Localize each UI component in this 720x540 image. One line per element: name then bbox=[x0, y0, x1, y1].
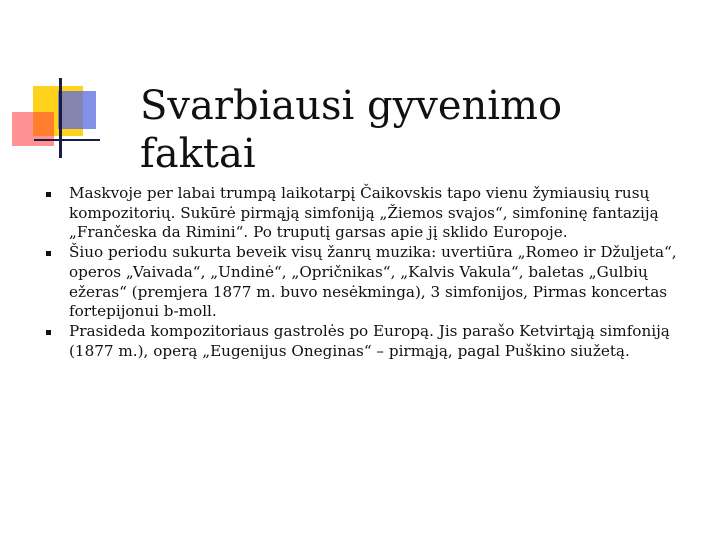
bullet-text: Šiuo periodu sukurta beveik visų žanrų muzika: uvertiūra „Romeo ir Džuljeta“, operos „Vaivada“, „Undinė“, „Opričnikas“, „Kalvis Vakula“, baletas „Gulbių ežeras“ (premjera 1877 m. buvo nesėkminga), 3 simfonijos, Pirmas koncertas fortepijonui b-moll. bbox=[69, 243, 677, 321]
decoration-blue-square bbox=[58, 91, 96, 129]
decoration-horizontal-line bbox=[34, 139, 100, 141]
bullet-list bbox=[40, 184, 700, 361]
bullet-square-icon bbox=[46, 330, 51, 335]
slide-title: Svarbiausi gyvenimo faktai bbox=[140, 83, 563, 177]
bullet-square-icon bbox=[46, 251, 51, 256]
decoration-vertical-line bbox=[59, 78, 62, 158]
bullet-text: Maskvoje per labai trumpą laikotarpį Čaikovskis tapo vienu žymiausių rusų kompozitorių. Sukūrė pirmąją simfoniją „Žiemos svajos“, simfoninę fantaziją „Frančeska da Rimini“. Po truputį garsas apie jį sklido Europoje. bbox=[69, 184, 659, 242]
bullet-square-icon bbox=[46, 192, 51, 197]
bullet-text: Prasideda kompozitoriaus gastrolės po Europą. Jis parašo Ketvirtąją simfoniją (1877 m.), operą „Eugenijus Oneginas“ – pirmąją, pagal Puškino siužetą. bbox=[69, 321, 670, 360]
bullet-item bbox=[40, 184, 700, 243]
bullet-item bbox=[40, 322, 700, 361]
bullet-item bbox=[40, 243, 700, 322]
